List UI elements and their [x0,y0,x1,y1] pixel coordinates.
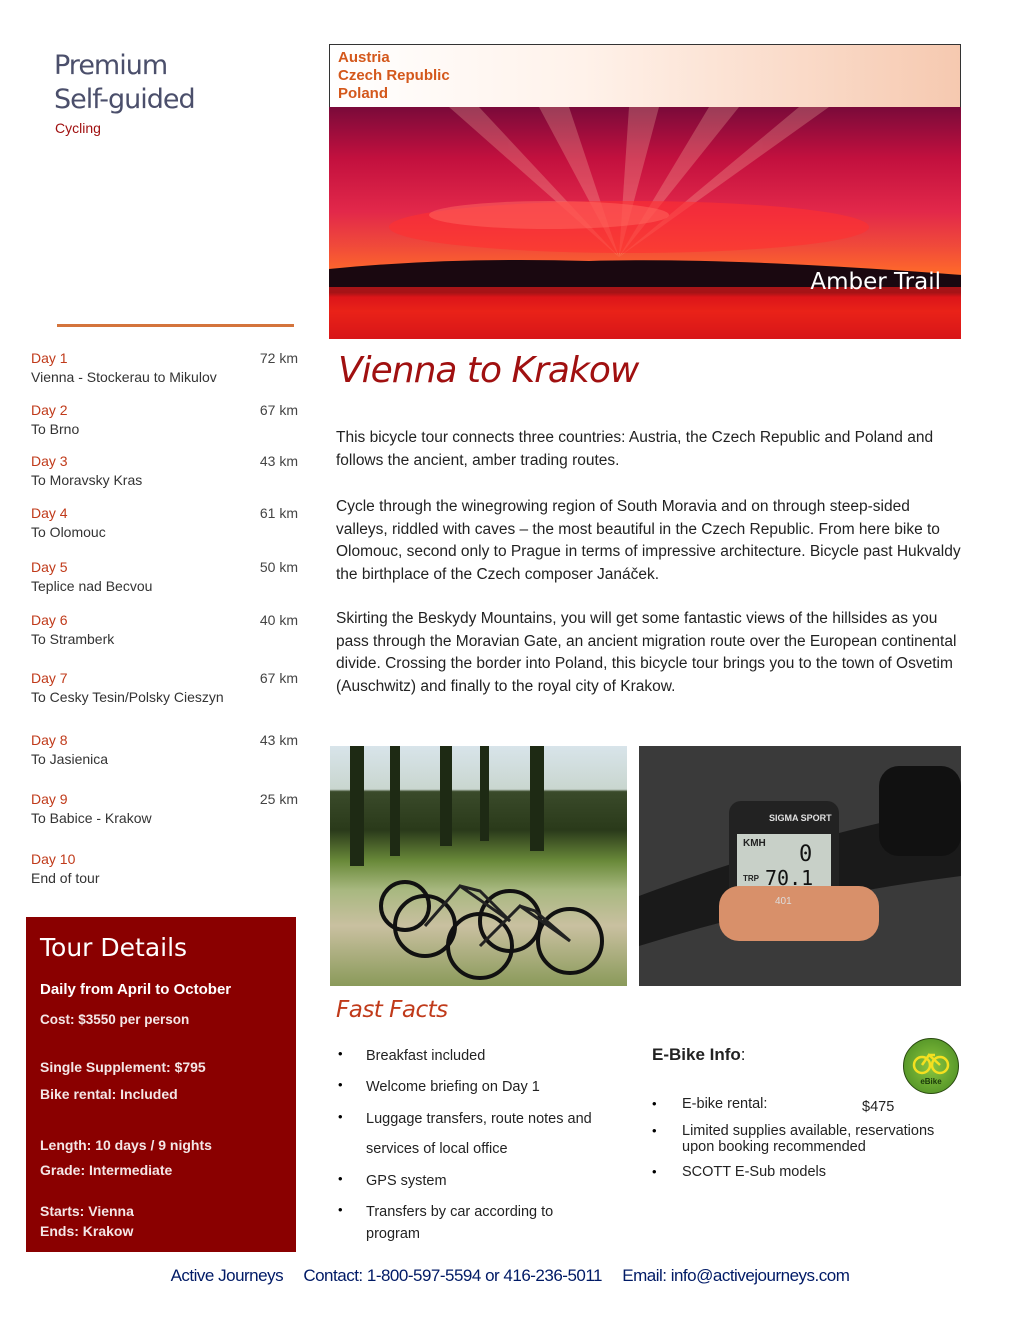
itinerary-day [31,791,301,826]
country-poland: Poland [338,85,389,102]
itinerary-day [31,453,301,488]
bullet-icon: • [338,1109,343,1124]
day-destination: Vienna - Stockerau to Mikulov [31,369,217,385]
country-austria: Austria [338,49,390,66]
day-distance: 67 km [259,402,298,418]
day-label: Day 10 [31,851,76,867]
details-length: Length: 10 days / 9 nights [40,1137,212,1153]
ebike-heading [652,1045,746,1065]
footer [0,1266,1020,1286]
bullet-icon: • [338,1077,343,1092]
speedometer-trip: 70.1 [765,866,814,890]
details-cost: Cost: $3550 per person [40,1012,190,1027]
day-distance: 67 km [259,670,298,686]
itinerary-day [31,350,301,385]
hero-sunset-image [329,107,961,339]
details-starts: Starts: Vienna [40,1203,134,1219]
brand-cycling: Cycling [55,120,101,136]
ebike-logo-text: eBike [920,1077,942,1086]
bullet-icon: • [338,1171,343,1186]
bullet-icon: • [652,1164,657,1179]
ebike-logo [903,1038,959,1094]
ebike-rental-price: $475 [862,1099,895,1115]
itinerary-day [31,505,301,540]
fast-facts-title: Fast Facts [336,997,448,1023]
day-label: Day 1 [31,350,68,366]
day-label: Day 8 [31,732,68,748]
details-dates: Daily from April to October [40,981,232,998]
footer-company: Active Journeys [170,1266,284,1285]
moravia-paragraph: Cycle through the winegrowing region of South Moravia and on through steep-sided valleys, riddled with caves – the most beautiful in the Czech Republic. From here bike to Olomouc, second only to Prague in terms of impressive architecture. Bicycle past Hukvaldy the birthplace of the Czech composer Janáček. [336,498,961,583]
ebike-rental-text: E-bike rental: [682,1096,768,1112]
day-distance: 50 km [259,559,298,575]
bullet-icon: • [338,1202,343,1217]
tour-details-title: Tour Details [40,933,188,962]
day-distance: 43 km [259,732,298,748]
ebike-heading-colon: : [740,1045,746,1064]
day-destination: To Babice - Krakow [31,810,152,826]
day-distance: 61 km [259,505,298,521]
countries-box [329,44,961,108]
fact-text: Luggage transfers, route notes and services of local office [366,1111,592,1157]
itinerary-day [31,612,301,647]
bicycles-photo [330,746,627,986]
country-czech: Czech Republic [338,67,450,84]
speedometer-unit: KMH [743,838,766,849]
brand-self-guided: Self-guided [54,84,195,115]
details-bike-rental: Bike rental: Included [40,1086,178,1102]
tour-details-box [26,917,296,1252]
day-label: Day 3 [31,453,68,469]
fact-text: Welcome briefing on Day 1 [366,1079,540,1095]
day-label: Day 7 [31,670,68,686]
day-destination: To Moravsky Kras [31,472,143,488]
page-title: Vienna to Krakow [338,350,639,391]
bullet-icon: • [652,1123,657,1138]
bullet-icon: • [338,1046,343,1061]
ebike-models-text: SCOTT E-Sub models [682,1164,826,1180]
hero-title: Amber Trail [810,269,941,295]
day-distance: 43 km [259,453,298,469]
divider [57,324,294,327]
day-label: Day 9 [31,791,68,807]
footer-contact: Contact: 1-800-597-5594 or 416-236-5011 [303,1266,603,1285]
fact-text: Transfers by car according to program [366,1204,554,1242]
speedometer-brand: SIGMA SPORT [769,813,832,823]
fact-text: GPS system [366,1173,447,1189]
day-destination: To Olomouc [31,524,106,540]
ebike-rental-label [682,1096,962,1115]
day-label: Day 2 [31,402,68,418]
details-single-supplement: Single Supplement: $795 [40,1059,206,1075]
day-label: Day 4 [31,505,68,521]
speedometer-speed: 0 [799,842,813,867]
day-distance: 25 km [259,791,298,807]
day-destination: End of tour [31,870,100,886]
ebike-heading-text: E-Bike Info [652,1045,741,1064]
details-grade: Grade: Intermediate [40,1162,173,1178]
day-destination: To Jasienica [31,751,109,767]
day-label: Day 6 [31,612,68,628]
ebike-supplies-text: Limited supplies available, reservations upon booking recommended [682,1123,935,1155]
brand-premium: Premium [54,50,168,81]
itinerary-day [31,851,301,886]
details-ends: Ends: Krakow [40,1223,134,1239]
day-destination: To Brno [31,421,80,437]
day-destination: To Cesky Tesin/Polsky Cieszyn [31,689,224,705]
speedometer-model: 401 [775,896,792,907]
footer-email[interactable]: Email: info@activejourneys.com [622,1266,850,1285]
day-destination: To Stramberk [31,631,115,647]
itinerary-day [31,559,301,594]
day-distance: 72 km [259,350,298,366]
fact-text: Breakfast included [366,1048,486,1064]
bicycles-graphic [330,746,627,986]
day-label: Day 5 [31,559,68,575]
day-distance: 40 km [259,612,298,628]
itinerary-day [31,670,301,705]
sunset-rays-graphic [329,107,961,339]
speedometer-trip-label: TRP [743,874,759,883]
bullet-icon: • [652,1096,657,1111]
day-destination: Teplice nad Becvou [31,578,153,594]
itinerary-day [31,402,301,437]
speedometer-photo [639,746,961,986]
beskydy-paragraph: Skirting the Beskydy Mountains, you will get some fantastic views of the hillsides as you pass through the Moravian Gate, an ancient migration route over the European continental divide. Crossing the border into Poland, this bicycle tour brings you to the town of Osvetim (Auschwitz) and finally to the royal city of Krakow. [336,610,957,695]
itinerary-day [31,732,301,767]
intro-paragraph: This bicycle tour connects three countries: Austria, the Czech Republic and Poland and follows the ancient, amber trading routes. [336,429,934,469]
